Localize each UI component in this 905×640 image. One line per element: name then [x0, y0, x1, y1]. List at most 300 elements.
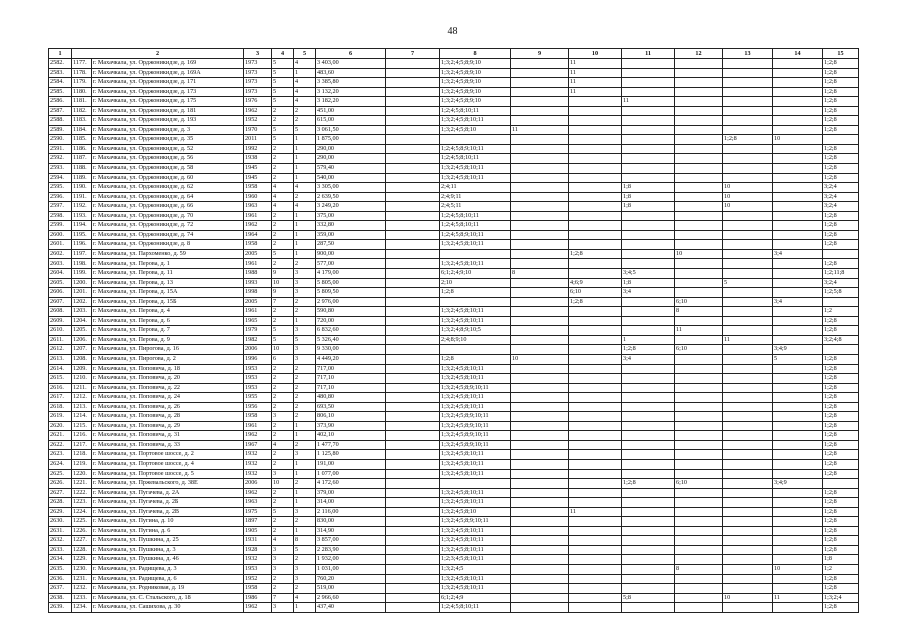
cell-address: г. Махачкала, ул. Пархоменко, д. 59 — [92, 249, 244, 259]
cell-record-id: 1225. — [72, 517, 92, 527]
cell-row-number: 2632. — [49, 536, 72, 546]
cell-col-12: 6;10 — [675, 479, 723, 489]
cell-col-8: 1;3;2;4;5;8;9;10;11 — [440, 431, 511, 441]
cell-col-12 — [675, 125, 723, 135]
cell-col-10 — [569, 221, 622, 231]
cell-col-8: 1;3;2;4;5 — [440, 564, 511, 574]
cell-col-14 — [773, 459, 823, 469]
cell-col-5: 1 — [294, 68, 316, 78]
cell-col-10 — [569, 364, 622, 374]
cell-col-6: 540,00 — [316, 173, 386, 183]
cell-col-10 — [569, 498, 622, 508]
cell-record-id: 1184. — [72, 125, 92, 135]
cell-col-14 — [773, 450, 823, 460]
cell-col-4: 2 — [272, 307, 294, 317]
cell-col-3: 1953 — [244, 374, 272, 384]
cell-col-13 — [723, 536, 773, 546]
cell-col-11: 5;8 — [622, 593, 675, 603]
cell-col-9 — [511, 402, 569, 412]
cell-address: г. Махачкала, ул. С. Стальского, д. 18 — [92, 593, 244, 603]
cell-address: г. Махачкала, ул. Орджоникидзе, д. 8 — [92, 240, 244, 250]
cell-col-14 — [773, 211, 823, 221]
cell-col-6: 290,00 — [316, 144, 386, 154]
cell-address: г. Махачкала, ул. Орджоникидзе, д. 193 — [92, 116, 244, 126]
cell-col-5: 3 — [294, 574, 316, 584]
cell-col-9 — [511, 374, 569, 384]
cell-col-8: 1;3;2;4;5;8;9;10;11 — [440, 412, 511, 422]
cell-col-12 — [675, 383, 723, 393]
cell-col-4: 2 — [272, 230, 294, 240]
cell-col-15: 1;2;8 — [823, 164, 859, 174]
table-row — [49, 68, 859, 78]
table-row — [49, 116, 859, 126]
cell-col-10: 1;2;8 — [569, 297, 622, 307]
cell-col-10: 6;10 — [569, 288, 622, 298]
cell-col-13 — [723, 507, 773, 517]
cell-col-6: 2 283,90 — [316, 545, 386, 555]
cell-col-13 — [723, 269, 773, 279]
cell-col-3: 1970 — [244, 125, 272, 135]
cell-col-14: 10 — [773, 135, 823, 145]
cell-col-15: 1;2;8 — [823, 354, 859, 364]
cell-col-13 — [723, 450, 773, 460]
cell-col-9 — [511, 173, 569, 183]
cell-col-3: 1956 — [244, 402, 272, 412]
cell-col-5: 1 — [294, 144, 316, 154]
cell-col-14: 3;4;9 — [773, 479, 823, 489]
cell-address: г. Махачкала, ул. Пугачева, д. 2А — [92, 488, 244, 498]
cell-col-13 — [723, 249, 773, 259]
cell-col-15: 1;2;8 — [823, 526, 859, 536]
cell-col-7 — [386, 545, 440, 555]
cell-record-id: 1234. — [72, 603, 92, 613]
cell-col-12: 6;10 — [675, 345, 723, 355]
cell-col-13 — [723, 412, 773, 422]
cell-col-4: 2 — [272, 240, 294, 250]
cell-col-8: 1;2;4;5;8;10;11 — [440, 221, 511, 231]
cell-col-7 — [386, 59, 440, 69]
table-row — [49, 412, 859, 422]
cell-col-9 — [511, 459, 569, 469]
cell-col-10 — [569, 135, 622, 145]
cell-col-9 — [511, 593, 569, 603]
cell-col-3: 1982 — [244, 335, 272, 345]
cell-col-5: 1 — [294, 488, 316, 498]
cell-col-4: 3 — [272, 412, 294, 422]
cell-col-14 — [773, 116, 823, 126]
cell-record-id: 1204. — [72, 316, 92, 326]
cell-col-3: 1931 — [244, 536, 272, 546]
cell-col-11 — [622, 584, 675, 594]
cell-col-5: 1 — [294, 469, 316, 479]
cell-col-11 — [622, 259, 675, 269]
cell-address: г. Махачкала, ул. Орджоникидзе, д. 169А — [92, 68, 244, 78]
cell-col-12 — [675, 106, 723, 116]
table-row — [49, 517, 859, 527]
cell-col-7 — [386, 469, 440, 479]
cell-col-13: 1;2;8 — [723, 135, 773, 145]
cell-col-3: 1961 — [244, 421, 272, 431]
cell-col-11 — [622, 307, 675, 317]
cell-col-5: 1 — [294, 164, 316, 174]
cell-col-15: 1;2;8 — [823, 383, 859, 393]
table-row — [49, 593, 859, 603]
cell-row-number: 2591. — [49, 144, 72, 154]
cell-col-5: 1 — [294, 211, 316, 221]
cell-col-12 — [675, 545, 723, 555]
cell-col-13 — [723, 345, 773, 355]
cell-col-3: 1961 — [244, 259, 272, 269]
cell-col-9 — [511, 97, 569, 107]
cell-record-id: 1179. — [72, 78, 92, 88]
cell-address: г. Махачкала, ул. Перова, д. 9 — [92, 335, 244, 345]
cell-col-14: 3;4 — [773, 249, 823, 259]
table-row — [49, 526, 859, 536]
cell-col-15: 1;2;8 — [823, 221, 859, 231]
cell-col-13 — [723, 564, 773, 574]
cell-col-7 — [386, 555, 440, 565]
cell-col-6: 717,10 — [316, 374, 386, 384]
cell-col-11 — [622, 564, 675, 574]
column-header-11: 11 — [622, 49, 675, 59]
cell-record-id: 1228. — [72, 545, 92, 555]
cell-record-id: 1214. — [72, 412, 92, 422]
table-row — [49, 59, 859, 69]
cell-col-4: 9 — [272, 288, 294, 298]
cell-address: г. Махачкала, ул. Перова, д. 1 — [92, 259, 244, 269]
cell-col-15: 1;2 — [823, 564, 859, 574]
cell-col-4: 2 — [272, 402, 294, 412]
cell-record-id: 1217. — [72, 440, 92, 450]
cell-row-number: 2609. — [49, 316, 72, 326]
cell-col-5: 4 — [294, 87, 316, 97]
cell-col-3: 1955 — [244, 393, 272, 403]
cell-row-number: 2605. — [49, 278, 72, 288]
cell-col-5: 3 — [294, 507, 316, 517]
cell-address: г. Махачкала, ул. Орджоникидзе, д. 181 — [92, 106, 244, 116]
cell-col-11 — [622, 412, 675, 422]
cell-col-12: 8 — [675, 307, 723, 317]
cell-col-9 — [511, 479, 569, 489]
cell-record-id: 1197. — [72, 249, 92, 259]
cell-col-8 — [440, 345, 511, 355]
cell-col-7 — [386, 374, 440, 384]
cell-col-10 — [569, 211, 622, 221]
cell-col-8: 2;10 — [440, 278, 511, 288]
cell-address: г. Махачкала, ул. Орджоникидзе, д. 173 — [92, 87, 244, 97]
cell-col-12 — [675, 431, 723, 441]
cell-col-3: 1993 — [244, 278, 272, 288]
cell-col-11 — [622, 68, 675, 78]
cell-record-id: 1216. — [72, 431, 92, 441]
cell-col-11: 1;8 — [622, 202, 675, 212]
cell-col-11: 1;2;8 — [622, 345, 675, 355]
cell-col-15: 1;2;8 — [823, 87, 859, 97]
cell-row-number: 2637. — [49, 584, 72, 594]
cell-col-11: 1 — [622, 335, 675, 345]
table-row — [49, 402, 859, 412]
cell-col-5: 4 — [294, 202, 316, 212]
cell-col-5: 1 — [294, 421, 316, 431]
cell-col-11 — [622, 116, 675, 126]
cell-record-id: 1203. — [72, 307, 92, 317]
cell-col-6: 483,60 — [316, 68, 386, 78]
cell-col-13 — [723, 97, 773, 107]
cell-col-14: 3;4 — [773, 297, 823, 307]
cell-record-id: 1201. — [72, 288, 92, 298]
cell-col-8 — [440, 297, 511, 307]
cell-address: г. Махачкала, ул. Поповича, д. 31 — [92, 431, 244, 441]
cell-col-13: 10 — [723, 192, 773, 202]
cell-col-15 — [823, 249, 859, 259]
cell-col-9 — [511, 278, 569, 288]
cell-address: г. Махачкала, ул. Орджоникидзе, д. 169 — [92, 59, 244, 69]
cell-col-3: 1932 — [244, 555, 272, 565]
cell-col-13 — [723, 526, 773, 536]
table-row — [49, 316, 859, 326]
cell-col-11 — [622, 297, 675, 307]
cell-col-15: 3;2;4 — [823, 192, 859, 202]
cell-col-9 — [511, 307, 569, 317]
cell-col-15: 1;2;8 — [823, 450, 859, 460]
cell-col-10 — [569, 517, 622, 527]
cell-col-10 — [569, 240, 622, 250]
cell-col-9 — [511, 68, 569, 78]
table-row — [49, 555, 859, 565]
cell-col-9 — [511, 526, 569, 536]
cell-col-6: 2 639,50 — [316, 192, 386, 202]
cell-col-11 — [622, 173, 675, 183]
cell-address: г. Махачкала, ул. Орджоникидзе, д. 171 — [92, 78, 244, 88]
cell-col-6: 4 449,20 — [316, 354, 386, 364]
column-header-4: 4 — [272, 49, 294, 59]
cell-col-10 — [569, 584, 622, 594]
cell-col-3: 1998 — [244, 288, 272, 298]
cell-col-5: 2 — [294, 383, 316, 393]
cell-col-8: 1;3;2;4;5;8;10;11 — [440, 307, 511, 317]
cell-col-15: 1;8 — [823, 555, 859, 565]
table-row — [49, 249, 859, 259]
cell-col-15: 1;2;8 — [823, 326, 859, 336]
cell-row-number: 2588. — [49, 116, 72, 126]
cell-row-number: 2622. — [49, 440, 72, 450]
cell-col-5: 3 — [294, 326, 316, 336]
cell-col-8: 1;3;2;4;5;8;10;11 — [440, 259, 511, 269]
cell-col-7 — [386, 383, 440, 393]
cell-col-5: 4 — [294, 97, 316, 107]
cell-col-12 — [675, 517, 723, 527]
table-row — [49, 106, 859, 116]
cell-col-15 — [823, 297, 859, 307]
cell-col-13 — [723, 469, 773, 479]
cell-col-10 — [569, 450, 622, 460]
cell-col-4: 3 — [272, 603, 294, 613]
cell-col-12 — [675, 144, 723, 154]
cell-col-5: 5 — [294, 545, 316, 555]
cell-col-8: 1;2;4;5;8;9;10;11 — [440, 144, 511, 154]
cell-col-12 — [675, 97, 723, 107]
cell-row-number: 2626. — [49, 479, 72, 489]
table-row — [49, 488, 859, 498]
cell-col-3: 1973 — [244, 87, 272, 97]
table-row — [49, 211, 859, 221]
cell-record-id: 1233. — [72, 593, 92, 603]
cell-col-11 — [622, 135, 675, 145]
cell-col-4: 2 — [272, 393, 294, 403]
header-row — [49, 49, 859, 59]
cell-col-6: 579,40 — [316, 164, 386, 174]
table-row — [49, 364, 859, 374]
cell-col-9 — [511, 183, 569, 193]
cell-col-12 — [675, 59, 723, 69]
column-header-5: 5 — [294, 49, 316, 59]
cell-col-8: 1;3;2;4;5;8;10;11 — [440, 364, 511, 374]
cell-col-3: 1945 — [244, 173, 272, 183]
cell-address: г. Махачкала, ул. Перова, д. 4 — [92, 307, 244, 317]
cell-col-7 — [386, 526, 440, 536]
cell-col-10 — [569, 421, 622, 431]
cell-col-5: 1 — [294, 249, 316, 259]
cell-col-14: 3;4;9 — [773, 345, 823, 355]
cell-col-6: 4 179,00 — [316, 269, 386, 279]
cell-col-15: 1;2;8 — [823, 116, 859, 126]
cell-col-12 — [675, 402, 723, 412]
cell-address: г. Махачкала, ул. Поповича, д. 33 — [92, 440, 244, 450]
cell-record-id: 1223. — [72, 498, 92, 508]
cell-col-14 — [773, 555, 823, 565]
cell-address: г. Махачкала, ул. Орджоникидзе, д. 74 — [92, 230, 244, 240]
cell-col-14 — [773, 545, 823, 555]
cell-col-14 — [773, 526, 823, 536]
cell-col-5: 1 — [294, 431, 316, 441]
cell-col-13 — [723, 488, 773, 498]
cell-col-4: 2 — [272, 154, 294, 164]
cell-col-5: 3 — [294, 269, 316, 279]
cell-record-id: 1213. — [72, 402, 92, 412]
cell-col-10 — [569, 526, 622, 536]
cell-col-12 — [675, 421, 723, 431]
cell-col-7 — [386, 412, 440, 422]
cell-record-id: 1200. — [72, 278, 92, 288]
cell-col-5: 2 — [294, 412, 316, 422]
cell-col-8: 1;3;2;4;5;8;10;11 — [440, 498, 511, 508]
cell-col-10 — [569, 202, 622, 212]
cell-col-3: 1932 — [244, 450, 272, 460]
cell-col-8 — [440, 249, 511, 259]
cell-col-7 — [386, 249, 440, 259]
cell-row-number: 2625. — [49, 469, 72, 479]
cell-row-number: 2582. — [49, 59, 72, 69]
cell-col-13 — [723, 459, 773, 469]
cell-col-12 — [675, 393, 723, 403]
cell-col-14 — [773, 584, 823, 594]
cell-col-12 — [675, 87, 723, 97]
cell-address: г. Махачкала, ул. Орджоникидзе, д. 35 — [92, 135, 244, 145]
cell-col-6: 1 077,00 — [316, 469, 386, 479]
cell-col-15 — [823, 135, 859, 145]
cell-col-9 — [511, 383, 569, 393]
cell-col-9 — [511, 536, 569, 546]
cell-col-8: 1;3;2;4;5;8;10;11 — [440, 545, 511, 555]
cell-col-6: 290,00 — [316, 154, 386, 164]
cell-col-5: 1 — [294, 316, 316, 326]
cell-col-12 — [675, 221, 723, 231]
cell-record-id: 1220. — [72, 469, 92, 479]
cell-row-number: 2614. — [49, 364, 72, 374]
cell-row-number: 2630. — [49, 517, 72, 527]
cell-col-15: 1;2;8 — [823, 97, 859, 107]
cell-col-6: 1 125,80 — [316, 450, 386, 460]
cell-col-12 — [675, 154, 723, 164]
table-row — [49, 154, 859, 164]
cell-row-number: 2627. — [49, 488, 72, 498]
table-row — [49, 383, 859, 393]
table-row — [49, 192, 859, 202]
cell-col-10 — [569, 354, 622, 364]
cell-col-15: 1;2;8 — [823, 316, 859, 326]
cell-col-10 — [569, 393, 622, 403]
cell-col-4: 2 — [272, 459, 294, 469]
cell-col-7 — [386, 125, 440, 135]
cell-col-15: 1;2;8 — [823, 488, 859, 498]
cell-col-5: 3 — [294, 354, 316, 364]
cell-address: г. Махачкала, ул. Поповича, д. 26 — [92, 402, 244, 412]
cell-col-7 — [386, 393, 440, 403]
cell-col-14 — [773, 421, 823, 431]
column-header-12: 12 — [675, 49, 723, 59]
cell-col-8: 1;3;2;4;5;8;10;11 — [440, 173, 511, 183]
cell-col-12 — [675, 412, 723, 422]
cell-row-number: 2613. — [49, 354, 72, 364]
cell-col-11 — [622, 144, 675, 154]
cell-row-number: 2604. — [49, 269, 72, 279]
cell-col-9 — [511, 230, 569, 240]
cell-col-9 — [511, 469, 569, 479]
cell-col-7 — [386, 192, 440, 202]
cell-col-14 — [773, 192, 823, 202]
cell-col-13: 5 — [723, 278, 773, 288]
cell-col-6: 4 172,60 — [316, 479, 386, 489]
cell-col-7 — [386, 278, 440, 288]
cell-col-14 — [773, 517, 823, 527]
cell-col-3: 2006 — [244, 345, 272, 355]
table-row — [49, 469, 859, 479]
cell-col-12 — [675, 269, 723, 279]
cell-col-8: 1;3;2;4;5;8;10;11 — [440, 459, 511, 469]
table-row — [49, 183, 859, 193]
cell-address: г. Махачкала, ул. Перова, д. 15А — [92, 288, 244, 298]
cell-col-14 — [773, 440, 823, 450]
cell-col-3: 1962 — [244, 488, 272, 498]
cell-col-7 — [386, 364, 440, 374]
cell-col-3: 1973 — [244, 78, 272, 88]
cell-col-11 — [622, 249, 675, 259]
cell-col-11 — [622, 316, 675, 326]
table-row — [49, 135, 859, 145]
cell-record-id: 1177. — [72, 59, 92, 69]
cell-col-6: 717,00 — [316, 364, 386, 374]
cell-col-8: 1;3;2;4;5;8;9;10 — [440, 68, 511, 78]
cell-col-10 — [569, 479, 622, 489]
cell-col-4: 2 — [272, 221, 294, 231]
cell-col-8: 1;3;2;4;8;9;10;5 — [440, 326, 511, 336]
cell-row-number: 2594. — [49, 173, 72, 183]
cell-col-6: 480,80 — [316, 393, 386, 403]
cell-col-8: 1;3;2;4;5;8;9;10 — [440, 78, 511, 88]
cell-col-14 — [773, 97, 823, 107]
cell-col-4: 2 — [272, 316, 294, 326]
cell-col-4: 2 — [272, 383, 294, 393]
